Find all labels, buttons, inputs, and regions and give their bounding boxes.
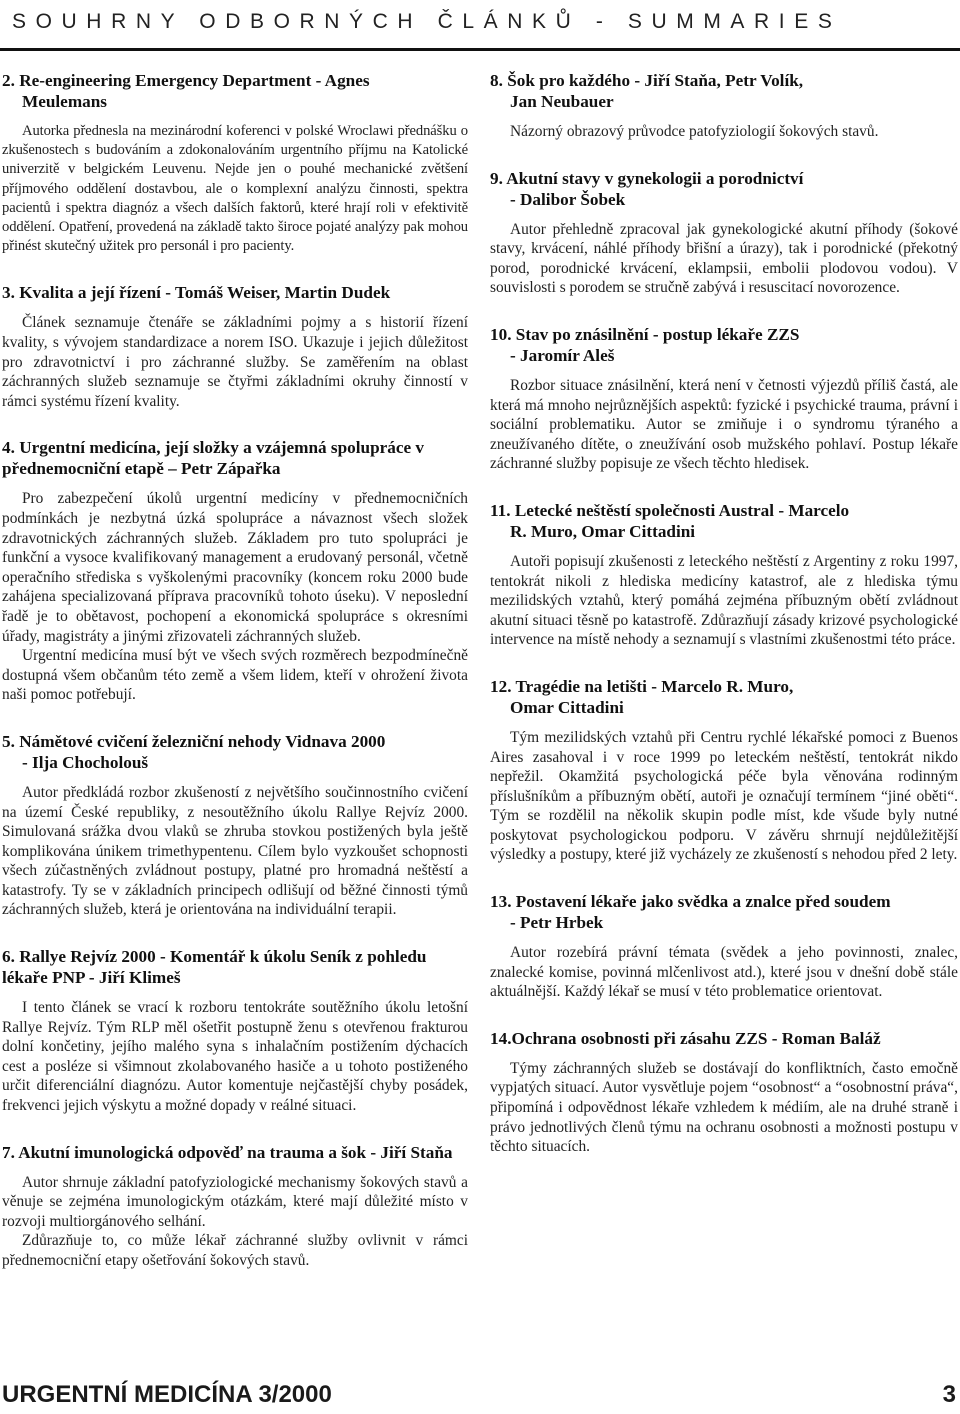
article-14 (490, 1028, 958, 1157)
article-9 (490, 168, 958, 298)
article-paragraph: Zdůrazňuje to, co může lékař záchranné služby ovlivnit v rámci přednemocniční etapy ošetřování šokových stavů. (2, 1232, 468, 1270)
article-paragraph: Autorka přednesla na mezinárodní koferenci v polské Wroclawi přednášku o zkušenostech s budováním a zdokonalováním urgentního příjmu na Katolické univerzitě v belgickém Leuvenu. Nejde jen o pouhé mechanické zvětšení příjmového oddělení dostavbou, ale o komplexní analýzu činnosti, spektra pacientů i spektra diagnóz a všech dalších faktorů, které hrají roli v efektivitě oddělení. Opatření, provedená na základě takto široce pojaté analýzy pak mohou přinést skutečný užitek pro personál i pro pacienty. (2, 123, 468, 255)
article-title-line1: 3. Kvalita a její řízení - Tomáš Weiser, Martin Dudek (2, 283, 391, 303)
article-6 (2, 946, 468, 1116)
article-title (490, 1028, 958, 1049)
article-paragraph: Rozbor situace znásilnění, která není v četnosti výjezdů příliš častá, ale která má mnoho nejrůznějších aspektů: fyzické i psychické trauma, právní i sociální problematiku. Autor se zmiňuje i o syndromu týraného a zneužívaného dítěte, o zneužívání osob mužského pohlaví. Postup lékaře záchranné služby popisuje ze všech těchto hledisek. (490, 376, 958, 473)
page-footer (0, 1381, 960, 1414)
page-header (0, 0, 960, 51)
article-12 (490, 676, 958, 865)
article-title-line2: Meulemans (22, 92, 107, 111)
article-title-line1: 10. Stav po znásilnění - postup lékaře ZZS (490, 324, 800, 344)
article-title (2, 282, 468, 303)
article-title (490, 324, 958, 366)
article-body (490, 1059, 958, 1157)
article-paragraph: Autor shrnuje základní patofyziologické mechanismy šokových stavů a věnuje se zejména imunologickým otázkám, které mají důležité místo v rozvoji multiorgánového selhání. (2, 1173, 468, 1230)
left-column (2, 70, 468, 1297)
article-title-line1: 11. Letecké neštěstí společnosti Austral - Marcelo (490, 500, 850, 520)
article-title (2, 1142, 468, 1163)
header-title: SOUHRNY ODBORNÝCH ČLÁNKŮ - SUMMARIES (12, 10, 842, 33)
article-body (490, 122, 958, 142)
article-title-line2: R. Muro, Omar Cittadini (510, 521, 696, 541)
article-7 (2, 1142, 468, 1271)
article-title-line1: 13. Postavení lékaře jako svědka a znalce před soudem (490, 892, 891, 912)
article-body (2, 313, 468, 411)
article-title-line2: Omar Cittadini (510, 697, 624, 717)
article-title (490, 168, 958, 210)
article-5 (2, 731, 468, 920)
article-body (2, 1173, 468, 1271)
article-8 (490, 70, 958, 142)
article-11 (490, 500, 958, 650)
article-paragraph: Autoři popisují zkušenosti z leteckého neštěstí z Argentiny z roku 1997, tentokrát nikoli z hlediska medicíny katastrof, ale z hlediska týmu mezilidských vztahů, který pomáhá zejména příbuzným obětí zvládnout akutní situaci těsně po katastrofě. Zdůrazňují zásady krizové psychologické intervence na místě nehody a seznamují s vlastními zkušenostmi této práce. (490, 552, 958, 649)
article-title-line1: 7. Akutní imunologická odpověď na trauma a šok - Jiří Staňa (2, 1142, 453, 1162)
article-title (490, 70, 958, 112)
article-4 (2, 437, 468, 705)
article-body (490, 943, 958, 1002)
article-title-line1: 9. Akutní stavy v gynekologii a porodnictví (490, 168, 804, 188)
article-body (490, 220, 958, 298)
article-title-line2: - Ilja Chocholouš (22, 752, 149, 772)
article-2 (2, 70, 468, 256)
right-column (490, 70, 958, 1183)
article-title-line1: 8. Šok pro každého - Jiří Staňa, Petr Volík, (490, 71, 804, 90)
article-3 (2, 282, 468, 411)
article-body (2, 998, 468, 1116)
page-number: 3 (942, 1381, 956, 1408)
article-title-line2: - Petr Hrbek (510, 913, 604, 933)
article-paragraph: Názorný obrazový průvodce patofyziologií šokových stavů. (510, 123, 879, 140)
article-title (2, 437, 468, 479)
article-title-line2: - Dalibor Šobek (510, 189, 626, 209)
article-title-line1: 5. Námětové cvičení železniční nehody Vidnava 2000 (2, 731, 386, 751)
article-10 (490, 324, 958, 474)
article-body (2, 489, 468, 705)
journal-name: URGENTNÍ MEDICÍNA 3/2000 (2, 1381, 332, 1408)
article-title (490, 500, 958, 542)
article-body (490, 552, 958, 650)
article-title-line2: - Jaromír Aleš (510, 345, 615, 365)
article-title-line2: Jan Neubauer (510, 92, 614, 111)
article-13 (490, 891, 958, 1002)
article-paragraph: I tento článek se vrací k rozboru tentokráte soutěžního úkolu letošní Rallye Rejvíz. Tým RLP měl ošetřit postupně ženu s otevřenou frakturou dolní končetiny, jejího malého syna s inhalačním postižením dýchacích cest a posléze si všimnout zkolabovaného hasiče a u tohoto postiženého určit diferenciální diagnózu. Autor komentuje nejčastější chyby posádek, frekvenci jejich výskytu a možné dopady v reálné situaci. (2, 999, 468, 1115)
article-title (490, 891, 958, 933)
article-title-line1: 4. Urgentní medicína, její složky a vzájemná spolupráce v přednemocniční etapě – Petr Zápařka (2, 438, 425, 479)
article-paragraph: Autor předkládá rozbor zkušeností z největšího součinnostního cvičení na území České republiky, z nesoutěžního úkolu Rallye Rejvíz 2000. Simulovaná srážka dvou vlaků se zhruba stovkou postižených byla ještě komplikována únikem trimethypentenu. Cílem bylo vyzkoušet schopnosti všech zúčastněných zvládnout postupy, platné pro hromadná neštěstí a katastrofy. Ty se v základních principech odlišují od běžné činnosti týmů záchranných služeb, která je orientována na individuální terapii. (2, 783, 468, 919)
article-body (490, 376, 958, 474)
article-title (2, 731, 468, 773)
article-body (2, 783, 468, 920)
article-title-line1: 2. Re-engineering Emergency Department - Agnes (2, 71, 370, 90)
article-title-line1: 6. Rallye Rejvíz 2000 - Komentář k úkolu Seník z pohledu lékaře PNP - Jiří Klimeš (2, 947, 427, 988)
article-title (490, 676, 958, 718)
article-title (2, 946, 468, 988)
article-paragraph: Tým mezilidských vztahů při Centru rychlé lékařské pomoci z Buenos Aires zasahoval i v roce 1999 po leteckém neštěstí, tentokrát nikdo nepřežil. Okamžitá psychologická péče byla věnována rodinným příslušníkům a příbuzným obětí, autoři je označují termínem “jiné oběti“. Tým se rozdělil na několik skupin podle míst, kde všude byly nutné poskytovat psychologickou podporu. V závěru shrnují nejdůležitější výsledky a postupy, které již vycházely ze zkušeností s nehodou před 2 lety. (490, 728, 958, 864)
article-title-line1: 12. Tragédie na letišti - Marcelo R. Muro, (490, 676, 794, 696)
article-paragraph: Autor přehledně zpracoval jak gynekologické akutní příhody (šokové stavy, krvácení, náhlé příhody břišní a úrazy), tak i porodnické (překotný porod, porodnické krvácení, eklampsii, embolii plodovou vodou). V souvislosti s porodem se stručně zabývá i resuscitací novorozence. (490, 220, 958, 297)
article-title-line1: 14.Ochrana osobnosti při zásahu ZZS - Roman Baláž (490, 1028, 881, 1048)
article-paragraph: Urgentní medicína musí být ve všech svých rozměrech bezpodmínečně dostupná všem občanům této země a všem lidem, kteří v ohrožení života naši pomoc potřebují. (2, 647, 468, 704)
article-body (490, 728, 958, 865)
article-paragraph: Týmy záchranných služeb se dostávají do konfliktních, často emočně vypjatých situací. Autor vysvětluje pojem “osobnost“ a “osobnostní práva“, připomíná i odpovědnost lékaře vzhledem k médiím, ale na druhé straně i právo jednotlivých členů týmu na ochranu osobnosti a možnosti postupu v těchto situacích. (490, 1059, 958, 1156)
article-paragraph: Pro zabezpečení úkolů urgentní medicíny v přednemocničních podmínkách je nezbytná úzká spolupráce a návaznost všech složek zdravotnických záchranných služeb. Základem pro tuto spolupráci je funkční a vysoce kvalifikovaný management a erudovaný personál, včetně operačního střediska s vyškolenými pracovníky (koncem roku 2000 bude zahájena specializovaná příprava pracovníků tohoto úseku). V neposlední řadě je to obětavost, pochopení a ekonomická spolupráce s okresními úřady, magistráty a jinými zřizovateli záchranných služeb. (2, 490, 468, 645)
article-title (2, 70, 468, 112)
article-paragraph: Autor rozebírá právní témata (svědek a jeho povinnosti, znalec, znalecké komise, povinná mlčenlivost atd.), které jsou v dnešní době stále aktuálnější. Každý lékař se musí v této problematice orientovat. (490, 944, 958, 1001)
article-paragraph: Článek seznamuje čtenáře se základními pojmy a s historií řízení kvality, s vývojem standardizace a norem ISO. Ukazuje i jejich důležitost pro zdravotnictví i pro záchranné služby. Se zaměřením na oblast záchranných služeb seznamuje se čtyřmi základními okruhy činností v rámci systému řízení kvality. (2, 314, 468, 410)
article-body (2, 122, 468, 256)
